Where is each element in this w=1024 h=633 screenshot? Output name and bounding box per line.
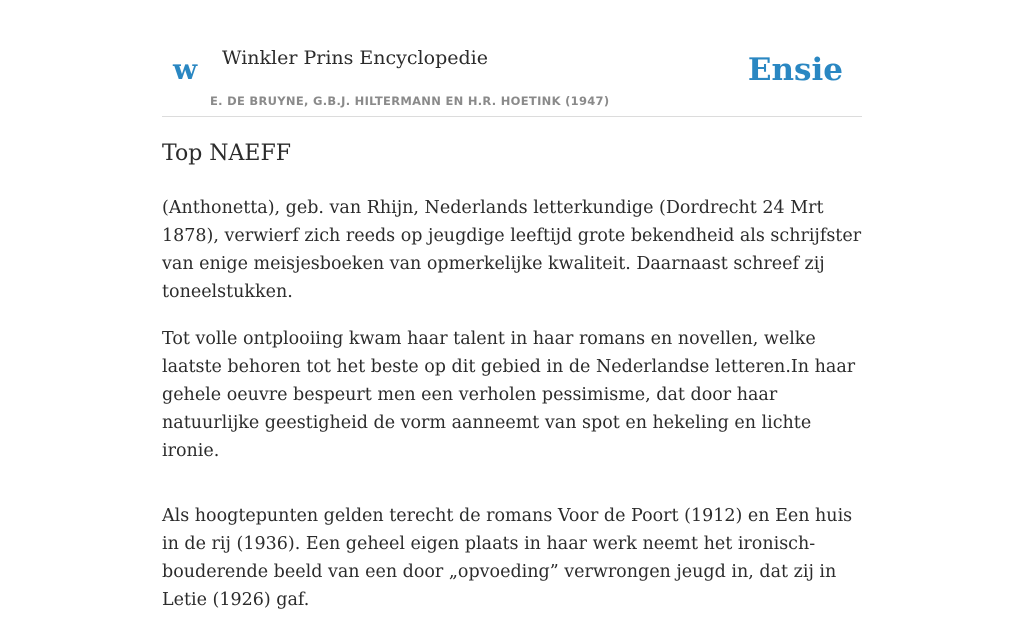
site-header	[162, 0, 862, 117]
article-paragraph: Tot volle ontplooiing kwam haar talent in haar romans en novellen, welke laatste behoren tot het beste op dit gebied in de Nederlandse letteren.In haar gehele oeuvre bespeurt men een verholen pessimisme, dat door haar natuurlijke geestigheid de vorm aanneemt van spot en hekeling en lichte ironie.	[162, 329, 856, 461]
article	[162, 136, 866, 633]
article-paragraph: Als hoogtepunten gelden terecht de romans Voor de Poort (1912) en Een huis in de rij (1936). Een geheel eigen plaats in haar werk neemt het ironisch-bouderende beeld van een door „opvoeding” verwrongen jeugd in, dat zij in Letie (1926) gaf.	[162, 506, 853, 610]
ensie-logo[interactable]: Ensie	[747, 52, 843, 88]
article-title: Top NAEFF	[162, 141, 292, 166]
winkler-prins-logo[interactable]: w	[173, 53, 198, 86]
source-title[interactable]: Winkler Prins Encyclopedie	[222, 47, 488, 69]
source-authors: E. DE BRUYNE, G.B.J. HILTERMANN EN H.R. HOETINK (1947)	[210, 94, 610, 108]
article-paragraph: (Anthonetta), geb. van Rhijn, Nederlands letterkundige (Dordrecht 24 Mrt 1878), verwierf zich reeds op jeugdige leeftijd grote bekendheid als schrijfster van enige meisjesboeken van opmerkelijke kwaliteit. Daarnaast schreef zij toneelstukken.	[162, 198, 862, 302]
